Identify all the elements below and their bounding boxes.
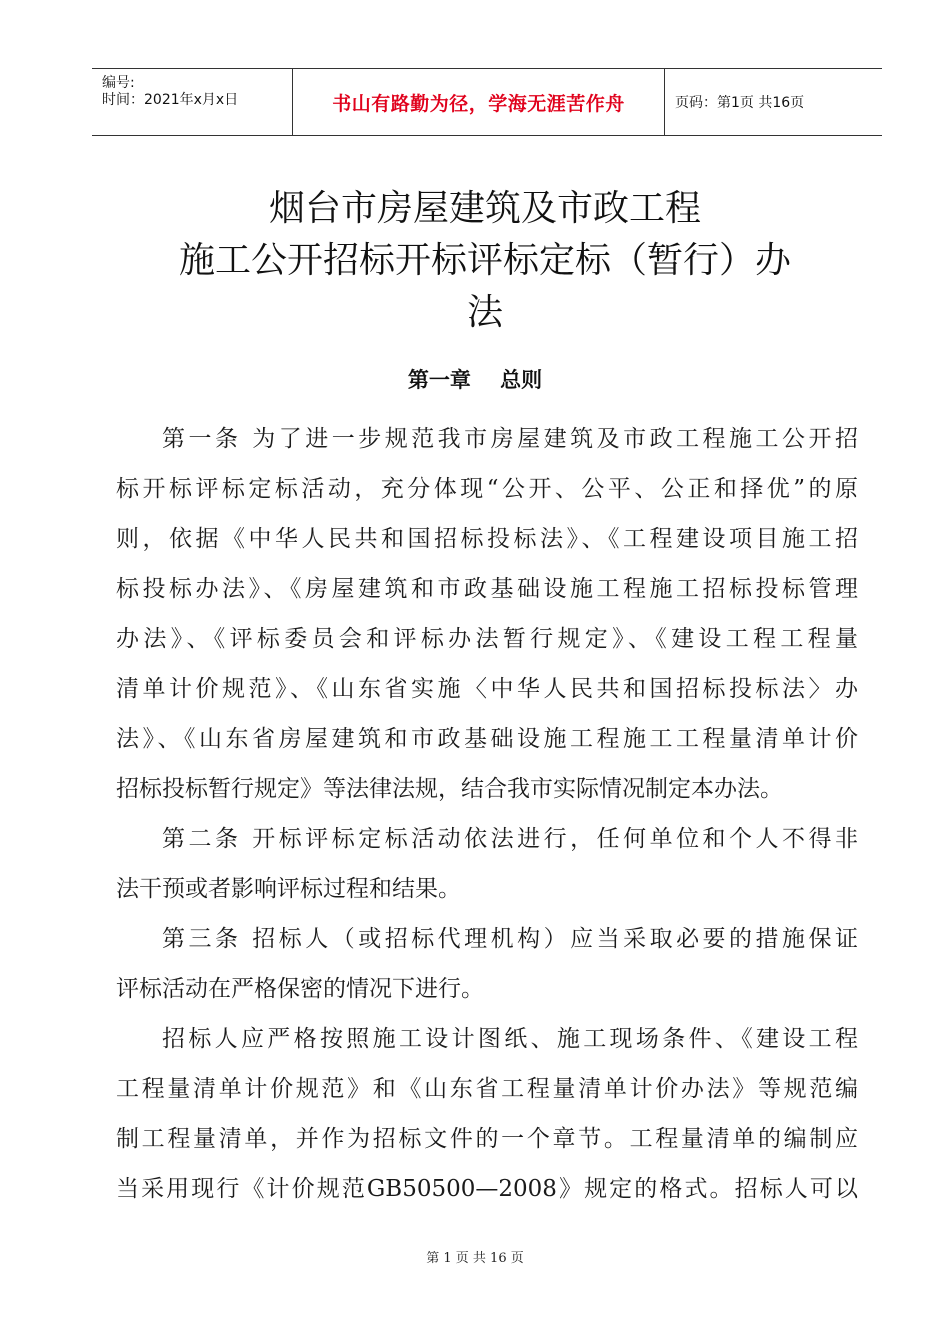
title-line-3: 法 [466, 292, 503, 333]
header-meta-cell [92, 69, 293, 135]
body-line: 招标人应严格按照施工设计图纸、施工现场条件、《建设工程 [162, 1026, 858, 1052]
title-line-2: 施工公开招标开标评标定标（暂行）办 [178, 240, 791, 281]
page-footer: 第 1 页 共 16 页 [426, 1251, 524, 1266]
page-header-table [92, 68, 882, 136]
body-line: 法干预或者影响评标过程和结果。 [116, 876, 461, 902]
body-line: 清单计价规范》、《山东省实施〈中华人民共和国招标投标法〉办 [116, 676, 858, 702]
body-line: 标投标办法》、《房屋建筑和市政基础设施工程施工招标投标管理 [116, 576, 858, 602]
header-page-number: 页码：第1页 共16页 [675, 95, 805, 111]
document-number-label: 编号: [102, 75, 135, 91]
chapter-heading: 第一章 总则 [407, 368, 543, 392]
body-line: 第二条 开标评标定标活动依法进行，任何单位和个人不得非 [162, 826, 858, 852]
document-date-label: 时间：2021年x月x日 [102, 92, 239, 108]
document-body [116, 414, 858, 1214]
body-line: 当采用现行《计价规范GB50500—2008》规定的格式。招标人可以 [116, 1176, 858, 1202]
title-line-1: 烟台市房屋建筑及市政工程 [268, 188, 701, 229]
document-title [110, 183, 860, 339]
body-line: 第一条 为了进一步规范我市房屋建筑及市政工程施工公开招 [162, 426, 858, 452]
body-line: 制工程量清单，并作为招标文件的一个章节。工程量清单的编制应 [116, 1126, 858, 1152]
body-line: 评标活动在严格保密的情况下进行。 [116, 976, 484, 1002]
header-motto: 书山有路勤为径，学海无涯苦作舟 [293, 69, 665, 135]
body-line: 办法》、《评标委员会和评标办法暂行规定》、《建设工程工程量 [116, 626, 858, 652]
body-line: 招标投标暂行规定》等法律法规，结合我市实际情况制定本办法。 [116, 776, 783, 802]
body-line: 工程量清单计价规范》和《山东省工程量清单计价办法》等规范编 [116, 1076, 858, 1102]
body-line: 标开标评标定标活动，充分体现“公开、公平、公正和择优”的原 [116, 476, 858, 502]
body-line: 第三条 招标人（或招标代理机构）应当采取必要的措施保证 [162, 926, 858, 952]
body-line: 则，依据《中华人民共和国招标投标法》、《工程建设项目施工招 [116, 526, 858, 552]
body-line: 法》、《山东省房屋建筑和市政基础设施工程施工工程量清单计价 [116, 726, 858, 752]
